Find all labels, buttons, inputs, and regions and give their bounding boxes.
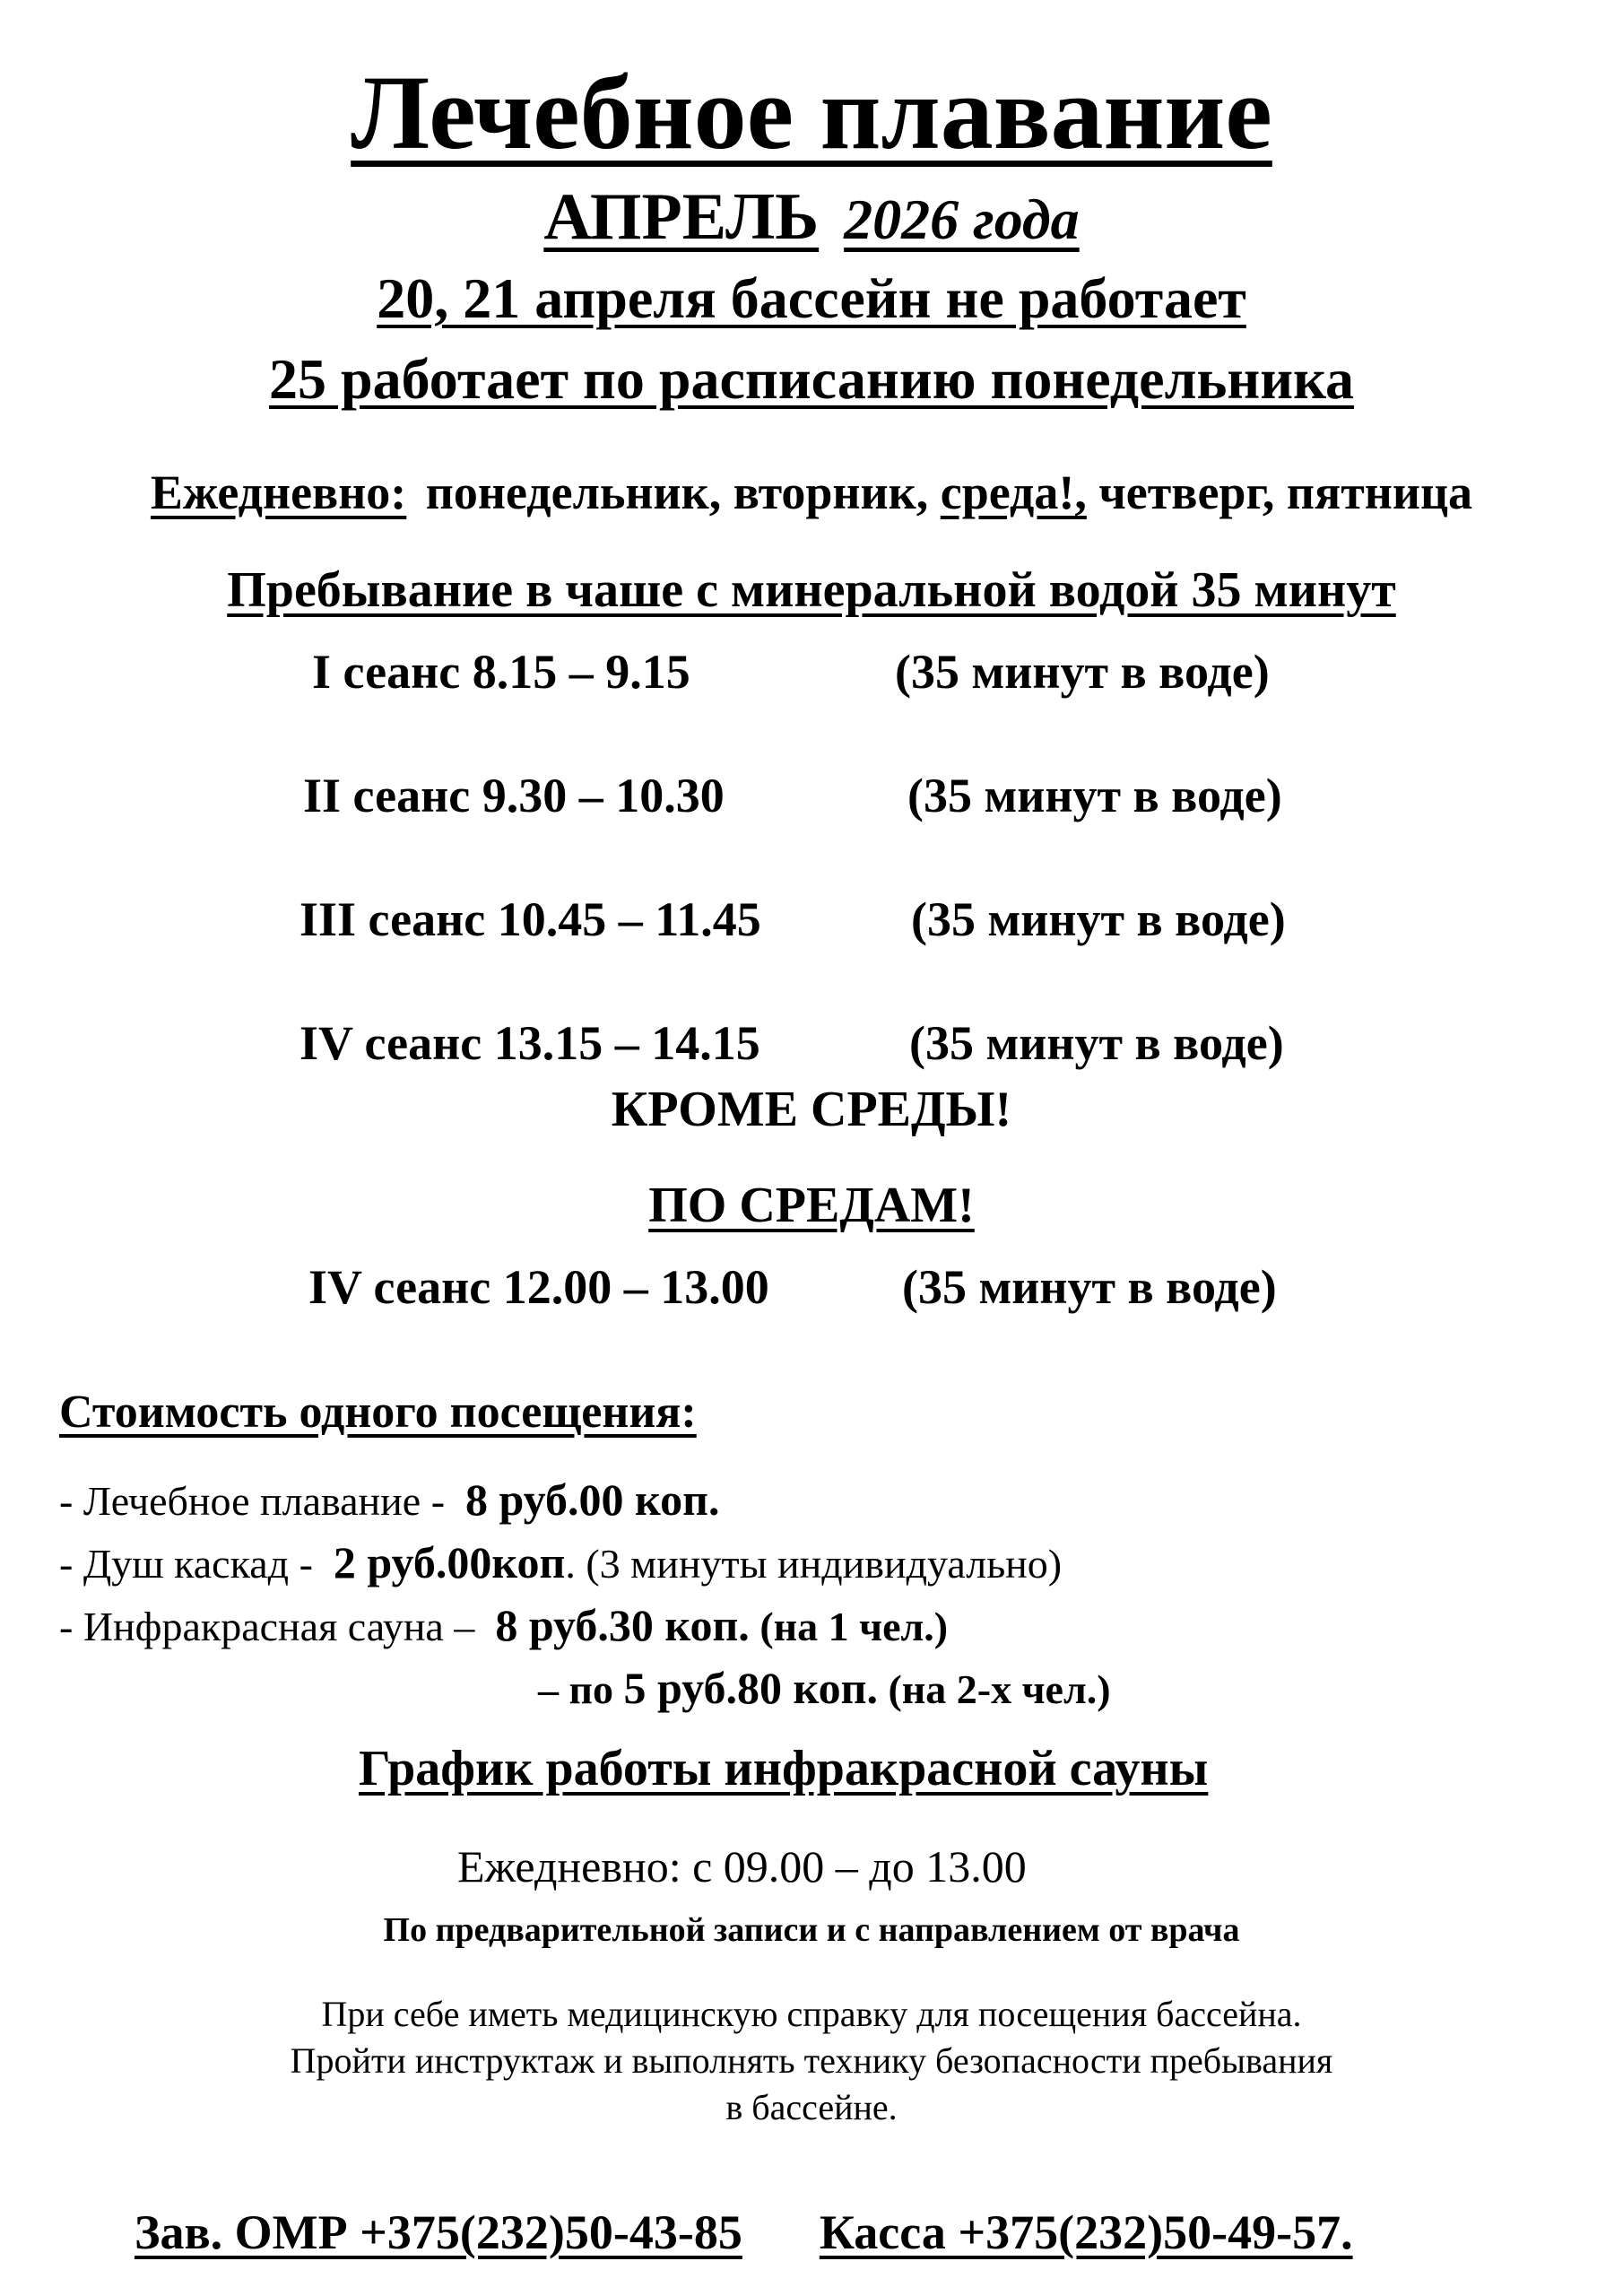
contacts (135, 2205, 1353, 2260)
year-label: 2026 года (844, 187, 1080, 251)
prices-title: Стоимость одного посещения: (59, 1387, 697, 1438)
price-shower-note: . (3 минуты индивидуально) (565, 1541, 1063, 1587)
stay-title: Пребывание в чаше с минеральной водой 35 минут (227, 562, 1396, 618)
contact-cashier: Касса +375(232)50-49-57. (819, 2205, 1353, 2259)
session-duration: (35 минут в воде) (895, 645, 1270, 699)
price-shower (59, 1536, 1062, 1588)
price-swim (59, 1474, 719, 1526)
note-line: в бассейне. (725, 2087, 898, 2127)
contact-head: Зав. ОМР +375(232)50-43-85 (135, 2205, 742, 2259)
note-line: Пройти инструктаж и выполнять технику безопасности пребывания (290, 2040, 1333, 2081)
price-sauna (59, 1599, 948, 1651)
price-shower-value: 2 руб.00коп (333, 1537, 566, 1587)
days-wednesday: среда!, (940, 465, 1087, 519)
daily-label: Ежедневно: (150, 465, 407, 519)
price-sauna-prefix-2: – по (538, 1666, 614, 1712)
session-duration: (35 минут в воде) (909, 1016, 1284, 1070)
price-sauna-note-2: (на 2-х чел.) (888, 1666, 1111, 1712)
days-part2: четверг, пятница (1098, 465, 1473, 519)
session-name: I сеанс 8.15 – 9.15 (312, 645, 690, 699)
daily-days (0, 465, 1623, 520)
session-row (299, 1015, 760, 1071)
month-heading (0, 179, 1623, 256)
price-sauna-value-2: 5 руб.80 коп. (623, 1663, 878, 1713)
wednesday-title: ПО СРЕДАМ! (648, 1178, 975, 1233)
price-sauna-note-1: (на 1 чел.) (759, 1604, 949, 1649)
price-shower-label: - Душ каскад - (59, 1541, 313, 1587)
days-part1: понедельник, вторник, (425, 465, 929, 519)
session-row (303, 768, 725, 823)
price-swim-value: 8 руб.00 коп. (465, 1474, 720, 1525)
session-name: IV сеанс 13.15 – 14.15 (299, 1016, 760, 1070)
session-name: II сеанс 9.30 – 10.30 (303, 769, 725, 822)
sauna-note: По предварительной записи и с направлением от врача (383, 1911, 1240, 1949)
closed-notice: 20, 21 апреля бассейн не работает (377, 266, 1246, 330)
except-wednesday: КРОМЕ СРЕДЫ! (611, 1082, 1012, 1137)
sauna-title: График работы инфракрасной сауны (359, 1741, 1209, 1796)
session-duration: (35 минут в воде) (907, 769, 1282, 822)
wednesday-session: IV сеанс 12.00 – 13.00 (308, 1260, 769, 1314)
session-row (312, 644, 690, 700)
session-duration: (35 минут в воде) (911, 892, 1286, 946)
price-sauna-2 (538, 1662, 1111, 1714)
page-title: Лечебное плавание (351, 54, 1272, 171)
session-row (299, 891, 761, 947)
monday-schedule-notice: 25 работает по расписанию понедельника (269, 347, 1354, 411)
price-sauna-label: - Инфракрасная сауна – (59, 1604, 475, 1649)
month-name: АПРЕЛЬ (543, 180, 820, 254)
price-sauna-value-1: 8 руб.30 коп. (495, 1600, 750, 1650)
note-line: При себе иметь медицинскую справку для посещения бассейна. (321, 1994, 1302, 2034)
price-swim-label: - Лечебное плавание - (59, 1478, 446, 1524)
wednesday-session-duration: (35 минут в воде) (902, 1260, 1277, 1314)
sauna-daily: Ежедневно: с 09.00 – до 13.00 (457, 1841, 1027, 1892)
session-name: III сеанс 10.45 – 11.45 (299, 892, 761, 946)
